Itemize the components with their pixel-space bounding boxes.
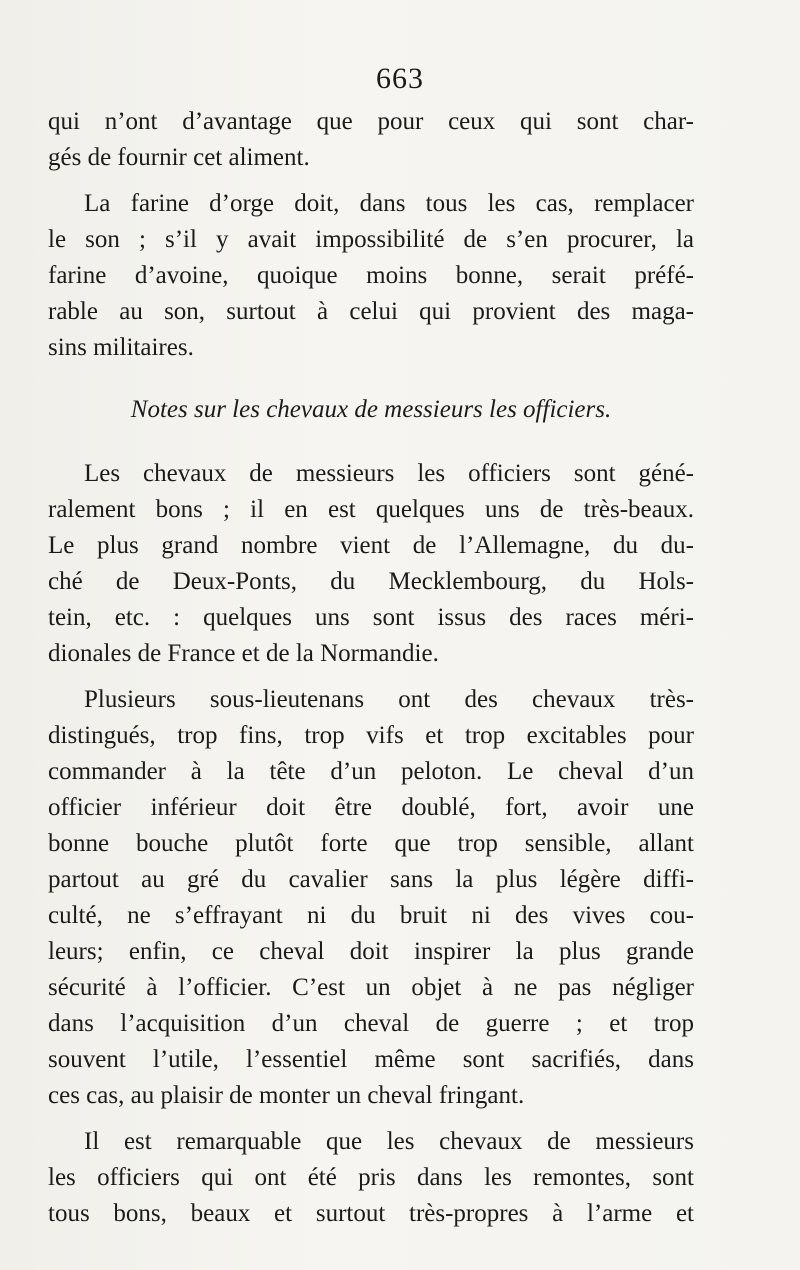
text-line: dionales de France et de la Normandie. xyxy=(48,640,439,667)
section-heading: Notes sur les chevaux de messieurs les officiers. xyxy=(130,396,612,423)
text-line: le son ; s’il y avait impossibilité de s’en procurer, la xyxy=(48,226,694,253)
text-line: farine d’avoine, quoique moins bonne, serait préfé- xyxy=(48,262,694,289)
text-line: leurs; enfin, ce cheval doit inspirer la plus grande xyxy=(48,938,694,965)
text-line: ralement bons ; il en est quelques uns de très-beaux. xyxy=(48,496,694,523)
text-line: culté, ne s’effrayant ni du bruit ni des vives cou- xyxy=(48,902,694,929)
text-line: gés de fournir cet aliment. xyxy=(48,144,310,171)
text-line: rable au son, surtout à celui qui provient des maga- xyxy=(48,298,694,325)
text-line: La farine d’orge doit, dans tous les cas, remplacer xyxy=(84,190,694,217)
text-line: officier inférieur doit être doublé, fort, avoir une xyxy=(48,794,694,821)
text-line: tous bons, beaux et surtout très-propres à l’arme et xyxy=(48,1200,694,1227)
paragraph xyxy=(48,186,694,366)
text-line: Le plus grand nombre vient de l’Allemagne, du du- xyxy=(48,532,694,559)
paragraph xyxy=(48,682,694,1114)
paragraph xyxy=(48,456,694,672)
text-line: souvent l’utile, l’essentiel même sont sacrifiés, dans xyxy=(48,1046,694,1073)
text-line: ces cas, au plaisir de monter un cheval fringant. xyxy=(48,1082,525,1109)
text-line: dans l’acquisition d’un cheval de guerre ; et trop xyxy=(48,1010,694,1037)
text-line: partout au gré du cavalier sans la plus légère diffi- xyxy=(48,866,694,893)
text-line: sécurité à l’officier. C’est un objet à ne pas négliger xyxy=(48,974,694,1001)
text-line: sins militaires. xyxy=(48,334,194,361)
body-text xyxy=(48,104,694,1232)
text-line: bonne bouche plutôt forte que trop sensible, allant xyxy=(48,830,694,857)
text-line: Plusieurs sous-lieutenans ont des chevaux très- xyxy=(84,686,694,713)
text-line: qui n’ont d’avantage que pour ceux qui sont char- xyxy=(48,108,694,135)
text-line: les officiers qui ont été pris dans les remontes, sont xyxy=(48,1164,694,1191)
text-line: commander à la tête d’un peloton. Le cheval d’un xyxy=(48,758,694,785)
page-number: 663 xyxy=(376,62,424,95)
text-line: distingués, trop fins, trop vifs et trop excitables pour xyxy=(48,722,694,749)
paragraph-continuation xyxy=(48,104,694,176)
text-line: Les chevaux de messieurs les officiers sont géné- xyxy=(84,460,694,487)
text-line: ché de Deux-Ponts, du Mecklembourg, du Hols- xyxy=(48,568,694,595)
paragraph xyxy=(48,1124,694,1232)
text-line: Il est remarquable que les chevaux de messieurs xyxy=(84,1128,694,1155)
text-line: tein, etc. : quelques uns sont issus des races méri- xyxy=(48,604,694,631)
